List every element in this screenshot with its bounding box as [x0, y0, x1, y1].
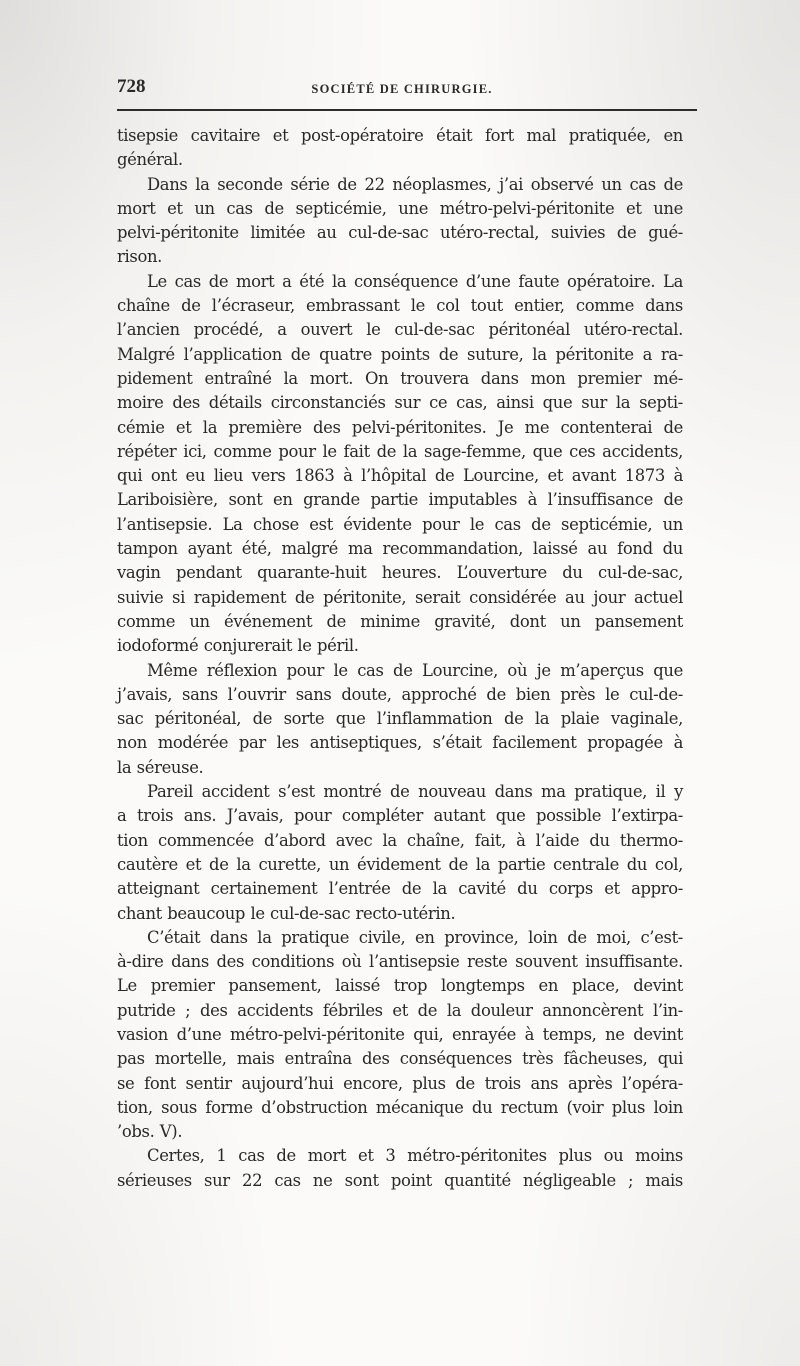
text-line: sérieuses sur 22 cas ne sont point quantité négligeable ; mais [117, 1170, 683, 1190]
text-line: comme un événement de minime gravité, dont un pansement [117, 611, 683, 631]
paragraph [117, 659, 687, 780]
text-line: qui ont eu lieu vers 1863 à l’hôpital de Lourcine, et avant 1873 à [117, 466, 683, 486]
paragraph [117, 124, 687, 173]
text-line: Même réflexion pour le cas de Lourcine, où je m’aperçus que [147, 660, 683, 680]
text-line: non modérée par les antiseptiques, s’était facilement propagée à [117, 733, 683, 753]
page-number: 728 [117, 76, 146, 97]
text-line: Dans la seconde série de 22 néoplasmes, j’ai observé un cas de [147, 174, 683, 194]
text-line: iodoformé conjurerait le péril. [117, 636, 359, 656]
text-line: putride ; des accidents fébriles et de la douleur annoncèrent l’in- [117, 1000, 683, 1020]
text-line: l’ancien procédé, a ouvert le cul-de-sac péritonéal utéro-rectal. [117, 320, 683, 340]
text-line: moire des détails circonstanciés sur ce cas, ainsi que sur la septi- [117, 393, 683, 413]
text-line: cautère et de la curette, un évidement de la partie centrale du col, [117, 854, 683, 874]
text-line: vagin pendant quarante-huit heures. L’ouverture du cul-de-sac, [117, 563, 683, 583]
text-line: répéter ici, comme pour le fait de la sage-femme, que ces accidents, [117, 441, 683, 461]
text-line: l’antisepsie. La chose est évidente pour le cas de septicémie, un [117, 514, 683, 534]
text-line: suivie si rapidement de péritonite, serait considérée au jour actuel [117, 587, 683, 607]
text-line: chaîne de l’écraseur, embrassant le col tout entier, comme dans [117, 296, 683, 316]
text-line: à-dire dans des conditions où l’antisepsie reste souvent insuffisante. [117, 952, 683, 972]
text-line: tion commencée d’abord avec la chaîne, fait, à l’aide du thermo- [117, 830, 683, 850]
text-line: Pareil accident s’est montré de nouveau dans ma pratique, il y [147, 782, 683, 802]
text-line: pelvi-péritonite limitée au cul-de-sac utéro-rectal, suivies de gué- [117, 223, 683, 243]
running-title: SOCIÉTÉ DE CHIRURGIE. [311, 82, 493, 96]
text-line: la séreuse. [117, 757, 204, 777]
text-line: Certes, 1 cas de mort et 3 métro-péritonites plus ou moins [147, 1146, 683, 1166]
text-line: se font sentir aujourd’hui encore, plus de trois ans après l’opéra- [117, 1073, 683, 1093]
text-line: tampon ayant été, malgré ma recommandation, laissé au fond du [117, 539, 683, 559]
text-line: tisepsie cavitaire et post-opératoire était fort mal pratiquée, en [117, 126, 683, 145]
text-line: Le cas de mort a été la conséquence d’une faute opératoire. La [147, 271, 683, 291]
paragraph [117, 1144, 687, 1193]
text-line: tion, sous forme d’obstruction mécanique du rectum (voir plus loin [117, 1097, 683, 1117]
text-line: mort et un cas de septicémie, une métro-pelvi-péritonite et une [117, 198, 683, 218]
text-line: cémie et la première des pelvi-péritonites. Je me contenterai de [117, 417, 683, 437]
text-line: Malgré l’application de quatre points de suture, la péritonite a ra- [117, 344, 683, 364]
page-content [117, 76, 687, 1193]
text-line: général. [117, 150, 183, 170]
text-line: pas mortelle, mais entraîna des conséquences très fâcheuses, qui [117, 1049, 683, 1069]
text-line: sac péritonéal, de sorte que l’inflammation de la plaie vaginale, [117, 709, 683, 729]
text-line: rison. [117, 247, 163, 267]
text-line: C’était dans la pratique civile, en province, loin de moi, c’est- [147, 927, 683, 947]
paragraph [117, 780, 687, 926]
paragraph [117, 926, 687, 1145]
header-rule [117, 109, 697, 111]
body-text [117, 124, 687, 1193]
text-line: j’avais, sans l’ouvrir sans doute, approché de bien près le cul-de- [117, 684, 683, 704]
text-line: ’obs. V). [117, 1122, 183, 1142]
text-line: Lariboisière, sont en grande partie imputables à l’insuffisance de [117, 490, 683, 510]
text-line: pidement entraîné la mort. On trouvera dans mon premier mé- [117, 368, 683, 388]
paragraph [117, 270, 687, 659]
text-line: a trois ans. J’avais, pour compléter autant que possible l’extirpa- [117, 806, 683, 826]
text-line: chant beaucoup le cul-de-sac recto-utérin. [117, 903, 456, 923]
paragraph [117, 173, 687, 270]
text-line: atteignant certainement l’entrée de la cavité du corps et appro- [117, 879, 683, 899]
running-head [117, 76, 687, 102]
text-line: Le premier pansement, laissé trop longtemps en place, devint [117, 976, 683, 996]
text-line: vasion d’une métro-pelvi-péritonite qui, enrayée à temps, ne devint [117, 1024, 683, 1044]
